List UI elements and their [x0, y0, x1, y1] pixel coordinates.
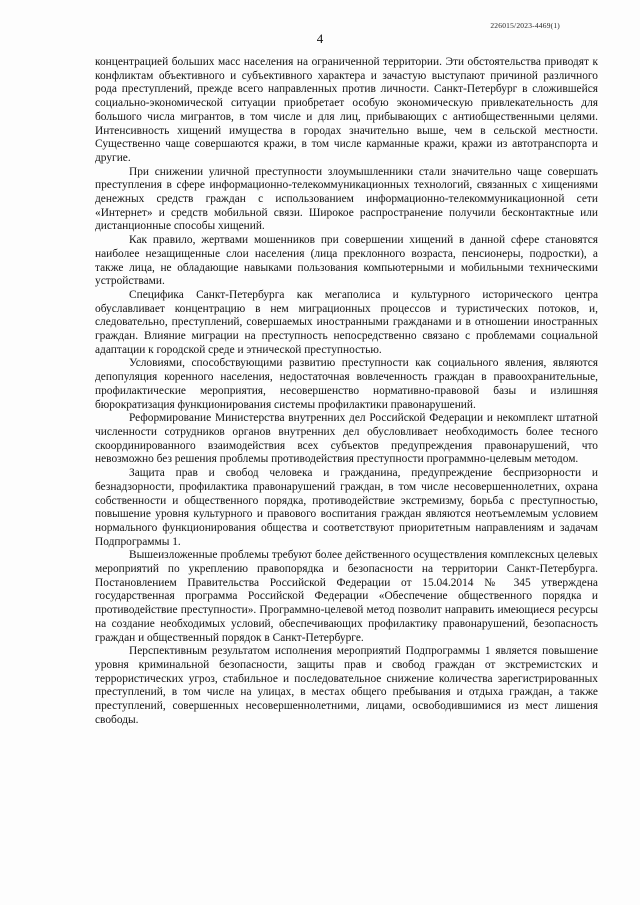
document-body — [95, 56, 598, 727]
paragraph-migration: Специфика Санкт-Петербурга как мегаполиса и культурного исторического центра обуславливает концентрацию в нем миграционных процессов и туристических потоков, и, следовательно, преступлений, совершаемых иностранными гражданами и в отношении иностранных граждан. Влияние миграции на преступность непосредственно связано с проблемами социальной адаптации к городской среде и этнической преступностью. — [95, 288, 598, 356]
paragraph-cyber-crime: При снижении уличной преступности злоумышленники стали значительно чаще совершать преступления в сфере информационно-телекоммуникационных технологий, связанных с хищениями денежных средств граждан с использованием информационно-телекоммуникационной сети «Интернет» и средств мобильной связи. Широкое распространение получили бесконтактные или дистанционные способы хищений. — [95, 165, 598, 233]
page-number: 4 — [316, 31, 324, 46]
paragraph-reform: Реформирование Министерства внутренних дел Российской Федерации и некомплект штатной численности сотрудников органов внутренних дел обусловливает необходимость более тесного скоординированного взаимодействия всех субъектов предупреждения правонарушений, что невозможно без решения проблемы противодействия преступности программно-целевым методом. — [95, 412, 598, 466]
paragraph-rights-protection: Защита прав и свобод человека и гражданина, предупреждение беспризорности и безнадзорности, профилактика правонарушений граждан, в том числе несовершеннолетних, охрана собственности и общественного порядка, противодействие экстремизму, борьба с преступностью, повышение уровня культурного и правового воспитания граждан являются неотъемлемым условием нормального функционирования общества и соответствуют приоритетным направлениям и задачам Подпрограммы 1. — [95, 467, 598, 548]
paragraph-conditions: Условиями, способствующими развитию преступности как социального явления, являются депопуляция коренного населения, недостаточная вовлеченность граждан в правоохранительные, профилактические мероприятия, несовершенство нормативно-правовой базы и излишняя бюрократизация функционирования системы профилактики правонарушений. — [95, 357, 598, 411]
paragraph-expected-results: Перспективным результатом исполнения мероприятий Подпрограммы 1 является повышение уровня криминальной безопасности, защиты прав и свобод граждан от экстремистских и террористических угроз, стабильное и последовательное снижение количества зарегистрированных преступлений, в том числе на улицах, в местах общего пребывания и отдыха граждан, а также преступлений, совершенных несовершеннолетними, лицами, освободившимися из мест лишения свободы. — [95, 645, 598, 726]
paragraph-victims: Как правило, жертвами мошенников при совершении хищений в данной сфере становятся наиболее незащищенные слои населения (лица преклонного возраста, пенсионеры, подростки), а также лица, не обладающие навыками пользования компьютерными и мобильными техническими устройствами. — [95, 234, 598, 288]
paragraph-program-method: Вышеизложенные проблемы требуют более действенного осуществления комплексных целевых мероприятий по укреплению правопорядка и безопасности на территории Санкт-Петербурга. Постановлением Правительства Российской Федерации от 15.04.2014 № 345 утверждена государственная программа Российской Федерации «Обеспечение общественного порядка и противодействие преступности». Программно-целевой метод позволит направить имеющиеся ресурсы на создание необходимых условий, обеспечивающих профилактику правонарушений, безопасность граждан и общественный порядок в Санкт-Петербурге. — [95, 549, 598, 644]
document-number: 226015/2023-4469(1) — [490, 21, 560, 30]
paragraph-continuation: концентрацией больших масс населения на ограниченной территории. Эти обстоятельства приводят к конфликтам объективного и субъективного характера и зачастую выступают причиной различного рода преступлений, прежде всего направленных против личности. Санкт-Петербург в сложившейся социально-экономической ситуации приобретает особую экономическую привлекательность для большого числа мигрантов, в том числе и для лиц, прибывающих с антиобщественными целями. Интенсивность хищений имущества в городах значительно выше, чем в сельской местности. Существенно чаще совершаются кражи, в том числе карманные кражи, кражи из автотранспорта и другие. — [95, 56, 598, 164]
